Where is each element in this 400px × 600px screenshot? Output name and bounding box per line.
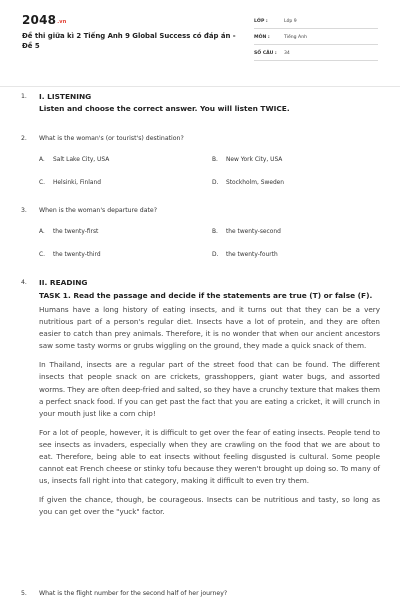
reading-passage bbox=[39, 304, 380, 526]
document-meta bbox=[254, 14, 378, 62]
option-text: Helsinki, Finland bbox=[53, 180, 101, 186]
answer-option[interactable] bbox=[39, 157, 109, 163]
answer-option[interactable] bbox=[212, 180, 284, 186]
option-letter: A. bbox=[39, 229, 45, 235]
section-title-listening: I. LISTENING bbox=[39, 92, 92, 101]
meta-label: LỚP : bbox=[254, 18, 268, 24]
meta-row-class bbox=[254, 14, 378, 29]
option-letter: D. bbox=[212, 180, 219, 186]
logo-text: 2048 bbox=[22, 13, 57, 27]
answer-option[interactable] bbox=[39, 229, 98, 235]
meta-value: Lớp 9 bbox=[284, 18, 297, 24]
meta-row-subject bbox=[254, 30, 378, 45]
answer-option[interactable] bbox=[212, 252, 278, 258]
answer-option[interactable] bbox=[212, 229, 281, 235]
option-text: the twenty-first bbox=[53, 229, 99, 235]
answer-option[interactable] bbox=[39, 180, 101, 186]
question-number: 5. bbox=[21, 590, 27, 597]
question-number: 2. bbox=[21, 135, 27, 142]
passage-paragraph: For a lot of people, however, it is difficult to get over the fear of eating insects. People tend to see insects as invaders, especially when they are crawling on the food that we are about to eat. Therefore, being able to eat insects without feeling disgusted is cultural. Some people cannot eat French cheese or stinky tofu because they weren't brought up doing so. To many of us, insects fall right into that category, making it difficult to even try them. bbox=[39, 427, 380, 486]
question-number: 1. bbox=[21, 93, 27, 100]
option-letter: C. bbox=[39, 180, 45, 186]
question-number: 3. bbox=[21, 207, 27, 214]
option-text: New York City, USA bbox=[226, 157, 283, 163]
header-divider bbox=[0, 86, 400, 87]
option-text: Stockholm, Sweden bbox=[226, 180, 285, 186]
passage-paragraph: In Thailand, insects are a regular part of the street food that can be found. The different insects that people snack on are crickets, grasshoppers, giant water bugs, and assorted worms. They are often deep-fried and salted, so they have a crunchy texture that makes them a perfect snack food. If you can get past the fact that you are eating a cricket, it will crunch in your mouth just like a corn chip! bbox=[39, 360, 380, 418]
question-text: What is the flight number for the second half of her journey? bbox=[39, 590, 228, 597]
document-header bbox=[0, 0, 400, 84]
option-text: Salt Lake City, USA bbox=[53, 157, 110, 163]
option-text: the twenty-second bbox=[226, 229, 281, 235]
meta-label: MÔN : bbox=[254, 34, 270, 40]
meta-row-count bbox=[254, 46, 378, 61]
answer-option[interactable] bbox=[39, 252, 101, 258]
reading-instruction: TASK 1. Read the passage and decide if the statements are true (T) or false (F). bbox=[39, 291, 373, 300]
listening-instruction: Listen and choose the correct answer. You will listen TWICE. bbox=[39, 104, 290, 113]
option-letter: B. bbox=[212, 229, 218, 235]
meta-value: 34 bbox=[284, 50, 290, 56]
passage-paragraph: If given the chance, though, be courageous. Insects can be nutritious and tasty, so long as you can get over the "yuck" factor. bbox=[39, 495, 380, 517]
option-letter: A. bbox=[39, 157, 45, 163]
site-logo[interactable] bbox=[22, 13, 67, 27]
document-title: Đề thi giữa kì 2 Tiếng Anh 9 Global Success có đáp án - Đề 5 bbox=[22, 32, 236, 50]
option-text: the twenty-fourth bbox=[226, 252, 278, 258]
option-letter: B. bbox=[212, 157, 218, 163]
question-text: When is the woman's departure date? bbox=[39, 207, 158, 214]
logo-suffix: .vn bbox=[57, 19, 67, 25]
question-number: 4. bbox=[21, 279, 27, 286]
question-text: What is the woman's (or tourist's) destination? bbox=[39, 135, 184, 142]
option-text: the twenty-third bbox=[53, 252, 101, 258]
passage-paragraph: Humans have a long history of eating insects, and it turns out that they can be a very nutritious part of a person's regular diet. Insects have a lot of protein, and they are often easier to catch than prey animals. Therefore, it is no wonder that when our ancient ancestors saw some tasty worms or grubs wiggling on the ground, they made a quick snack of them. bbox=[39, 305, 380, 351]
option-letter: D. bbox=[212, 252, 219, 258]
option-letter: C. bbox=[39, 252, 45, 258]
meta-value: Tiếng Anh bbox=[284, 34, 308, 40]
section-title-reading: II. READING bbox=[39, 278, 88, 287]
answer-option[interactable] bbox=[212, 157, 282, 163]
meta-label: SỐ CÂU : bbox=[254, 50, 277, 56]
